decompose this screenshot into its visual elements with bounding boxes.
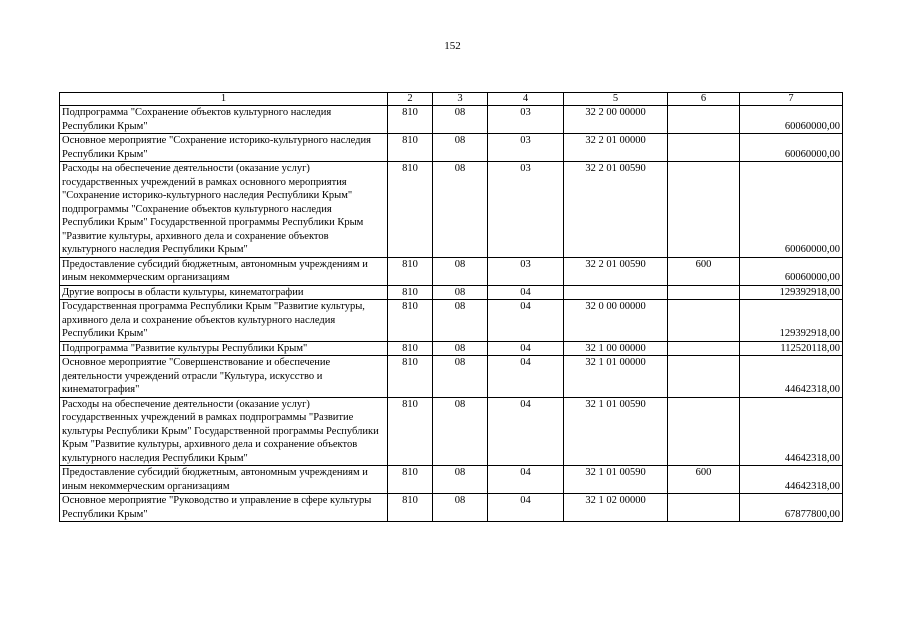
row-expense-type-cell (668, 285, 740, 300)
column-header: 3 (433, 93, 488, 106)
table-row (60, 300, 843, 342)
row-target-article-cell: 32 1 01 00590 (564, 466, 668, 494)
row-subsection-cell: 03 (488, 106, 564, 134)
table-row (60, 341, 843, 356)
row-sum-cell: 129392918,00 (740, 285, 843, 300)
row-expense-type-cell (668, 300, 740, 342)
row-grbs-cell: 810 (388, 134, 433, 162)
row-sum-cell: 112520118,00 (740, 341, 843, 356)
row-section-cell: 08 (433, 397, 488, 466)
table-row (60, 106, 843, 134)
row-target-article-cell: 32 0 00 00000 (564, 300, 668, 342)
row-section-cell: 08 (433, 356, 488, 398)
row-grbs-cell: 810 (388, 341, 433, 356)
row-expense-type-cell: 600 (668, 466, 740, 494)
row-grbs-cell: 810 (388, 257, 433, 285)
row-target-article-cell (564, 285, 668, 300)
column-header: 4 (488, 93, 564, 106)
row-section-cell: 08 (433, 285, 488, 300)
row-target-article-cell: 32 2 01 00590 (564, 162, 668, 258)
row-sum-cell: 44642318,00 (740, 356, 843, 398)
table-row (60, 285, 843, 300)
row-subsection-cell: 04 (488, 341, 564, 356)
row-sum-cell: 129392918,00 (740, 300, 843, 342)
row-name-cell: Расходы на обеспечение деятельности (оказание услуг) государственных учреждений в рамках основного мероприятия "Сохранение историко-культурного наследия Республики Крым" подпрограммы "Сохранение объектов культурного наследия Республики Крым" Государственной программы Республики Крым "Развитие культуры, архивного дела и сохранение объектов культурного наследия Республики Крым" (60, 162, 388, 258)
row-subsection-cell: 04 (488, 300, 564, 342)
row-subsection-cell: 04 (488, 466, 564, 494)
row-subsection-cell: 04 (488, 494, 564, 522)
row-section-cell: 08 (433, 300, 488, 342)
row-target-article-cell: 32 1 00 00000 (564, 341, 668, 356)
table-row (60, 162, 843, 258)
row-target-article-cell: 32 2 01 00590 (564, 257, 668, 285)
row-sum-cell: 60060000,00 (740, 162, 843, 258)
row-name-cell: Государственная программа Республики Крым "Развитие культуры, архивного дела и сохранение объектов культурного наследия Республики Крым" (60, 300, 388, 342)
row-sum-cell: 44642318,00 (740, 466, 843, 494)
table-row (60, 397, 843, 466)
row-grbs-cell: 810 (388, 397, 433, 466)
column-header: 1 (60, 93, 388, 106)
column-header: 2 (388, 93, 433, 106)
table-header-row (60, 93, 843, 106)
row-name-cell: Основное мероприятие "Руководство и управление в сфере культуры Республики Крым" (60, 494, 388, 522)
row-subsection-cell: 04 (488, 356, 564, 398)
row-expense-type-cell (668, 341, 740, 356)
row-section-cell: 08 (433, 134, 488, 162)
row-name-cell: Предоставление субсидий бюджетным, автономным учреждениям и иным некоммерческим организациям (60, 257, 388, 285)
row-target-article-cell: 32 1 01 00000 (564, 356, 668, 398)
row-grbs-cell: 810 (388, 356, 433, 398)
budget-table (59, 92, 843, 522)
row-name-cell: Расходы на обеспечение деятельности (оказание услуг) государственных учреждений в рамках подпрограммы "Развитие культуры Республики Крым" Государственной программы Республики Крым "Развитие культуры, архивного дела и сохранение объектов культурного наследия Республики Крым" (60, 397, 388, 466)
column-header: 6 (668, 93, 740, 106)
table-row (60, 356, 843, 398)
row-sum-cell: 60060000,00 (740, 257, 843, 285)
row-name-cell: Другие вопросы в области культуры, кинематографии (60, 285, 388, 300)
row-sum-cell: 44642318,00 (740, 397, 843, 466)
row-sum-cell: 60060000,00 (740, 134, 843, 162)
row-target-article-cell: 32 2 01 00000 (564, 134, 668, 162)
table-row (60, 134, 843, 162)
row-expense-type-cell (668, 162, 740, 258)
row-subsection-cell: 03 (488, 257, 564, 285)
row-expense-type-cell (668, 494, 740, 522)
row-grbs-cell: 810 (388, 106, 433, 134)
row-section-cell: 08 (433, 466, 488, 494)
row-target-article-cell: 32 1 02 00000 (564, 494, 668, 522)
table-row (60, 494, 843, 522)
row-name-cell: Основное мероприятие "Сохранение историко-культурного наследия Республики Крым" (60, 134, 388, 162)
row-grbs-cell: 810 (388, 162, 433, 258)
page-number: 152 (444, 40, 461, 52)
row-sum-cell: 60060000,00 (740, 106, 843, 134)
table-row (60, 257, 843, 285)
row-section-cell: 08 (433, 162, 488, 258)
row-sum-cell: 67877800,00 (740, 494, 843, 522)
row-subsection-cell: 03 (488, 162, 564, 258)
row-subsection-cell: 04 (488, 397, 564, 466)
row-grbs-cell: 810 (388, 285, 433, 300)
row-section-cell: 08 (433, 257, 488, 285)
row-grbs-cell: 810 (388, 466, 433, 494)
row-name-cell: Основное мероприятие "Совершенствование и обеспечение деятельности учреждений отрасли "Культура, искусство и кинематография" (60, 356, 388, 398)
row-name-cell: Подпрограмма "Развитие культуры Республики Крым" (60, 341, 388, 356)
column-header: 5 (564, 93, 668, 106)
row-grbs-cell: 810 (388, 300, 433, 342)
row-expense-type-cell (668, 106, 740, 134)
row-section-cell: 08 (433, 341, 488, 356)
row-expense-type-cell (668, 397, 740, 466)
row-name-cell: Подпрограмма "Сохранение объектов культурного наследия Республики Крым" (60, 106, 388, 134)
row-expense-type-cell (668, 134, 740, 162)
column-header: 7 (740, 93, 843, 106)
row-section-cell: 08 (433, 106, 488, 134)
row-expense-type-cell: 600 (668, 257, 740, 285)
row-expense-type-cell (668, 356, 740, 398)
row-grbs-cell: 810 (388, 494, 433, 522)
row-section-cell: 08 (433, 494, 488, 522)
row-name-cell: Предоставление субсидий бюджетным, автономным учреждениям и иным некоммерческим организациям (60, 466, 388, 494)
row-subsection-cell: 04 (488, 285, 564, 300)
row-subsection-cell: 03 (488, 134, 564, 162)
table-row (60, 466, 843, 494)
row-target-article-cell: 32 1 01 00590 (564, 397, 668, 466)
row-target-article-cell: 32 2 00 00000 (564, 106, 668, 134)
